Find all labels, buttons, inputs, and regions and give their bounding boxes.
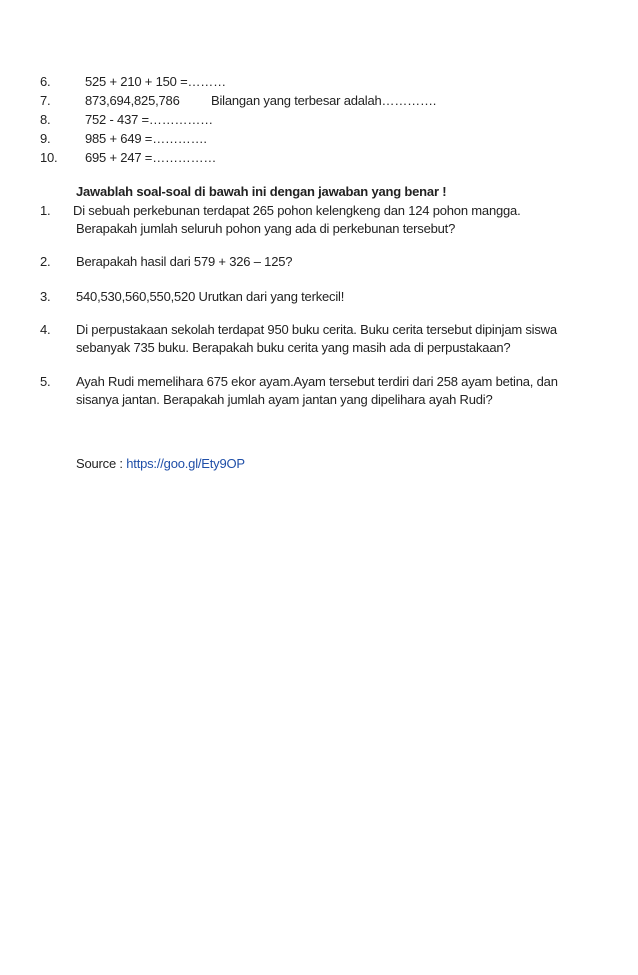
- question-text: Di perpustakaan sekolah terdapat 950 buku cerita. Buku cerita tersebut dipinjam siswa: [76, 322, 557, 337]
- question-number: 8.: [40, 112, 51, 127]
- question-number: 9.: [40, 131, 51, 146]
- question-number: 2.: [40, 254, 51, 269]
- question-text: 752 - 437 =……………: [85, 112, 213, 127]
- question-number: 7.: [40, 93, 51, 108]
- question-row: [40, 74, 50, 90]
- question-number: 3.: [40, 289, 51, 304]
- question-number: 4.: [40, 322, 51, 337]
- question-instruction: Bilangan yang terbesar adalah………….: [211, 93, 437, 108]
- question-text: Berapakah jumlah seluruh pohon yang ada di perkebunan tersebut?: [76, 221, 456, 236]
- question-text: sisanya jantan. Berapakah jumlah ayam jantan yang dipelihara ayah Rudi?: [76, 392, 493, 407]
- question-number: 5.: [40, 374, 51, 389]
- question-text: 873,694,825,786: [85, 93, 180, 108]
- source-line: [76, 456, 245, 472]
- source-link[interactable]: https://goo.gl/Ety9OP: [126, 456, 245, 471]
- question-text: sebanyak 735 buku. Berapakah buku cerita yang masih ada di perpustakaan?: [76, 340, 511, 355]
- question-text: 525 + 210 + 150 =………: [85, 74, 226, 89]
- question-text: 985 + 649 =………….: [85, 131, 207, 146]
- question-text: Berapakah hasil dari 579 + 326 – 125?: [76, 254, 293, 269]
- question-text: 540,530,560,550,520 Urutkan dari yang terkecil!: [76, 289, 345, 304]
- question-text: 695 + 247 =……………: [85, 150, 217, 165]
- question-text: Di sebuah perkebunan terdapat 265 pohon kelengkeng dan 124 pohon mangga.: [73, 203, 521, 218]
- source-label: Source :: [76, 456, 123, 471]
- question-number: 6.: [40, 74, 51, 89]
- section-heading: Jawablah soal-soal di bawah ini dengan jawaban yang benar !: [76, 184, 447, 199]
- question-number: 10.: [40, 150, 58, 165]
- question-number: 1.: [40, 203, 51, 218]
- question-text: Ayah Rudi memelihara 675 ekor ayam.Ayam tersebut terdiri dari 258 ayam betina, dan: [76, 374, 558, 389]
